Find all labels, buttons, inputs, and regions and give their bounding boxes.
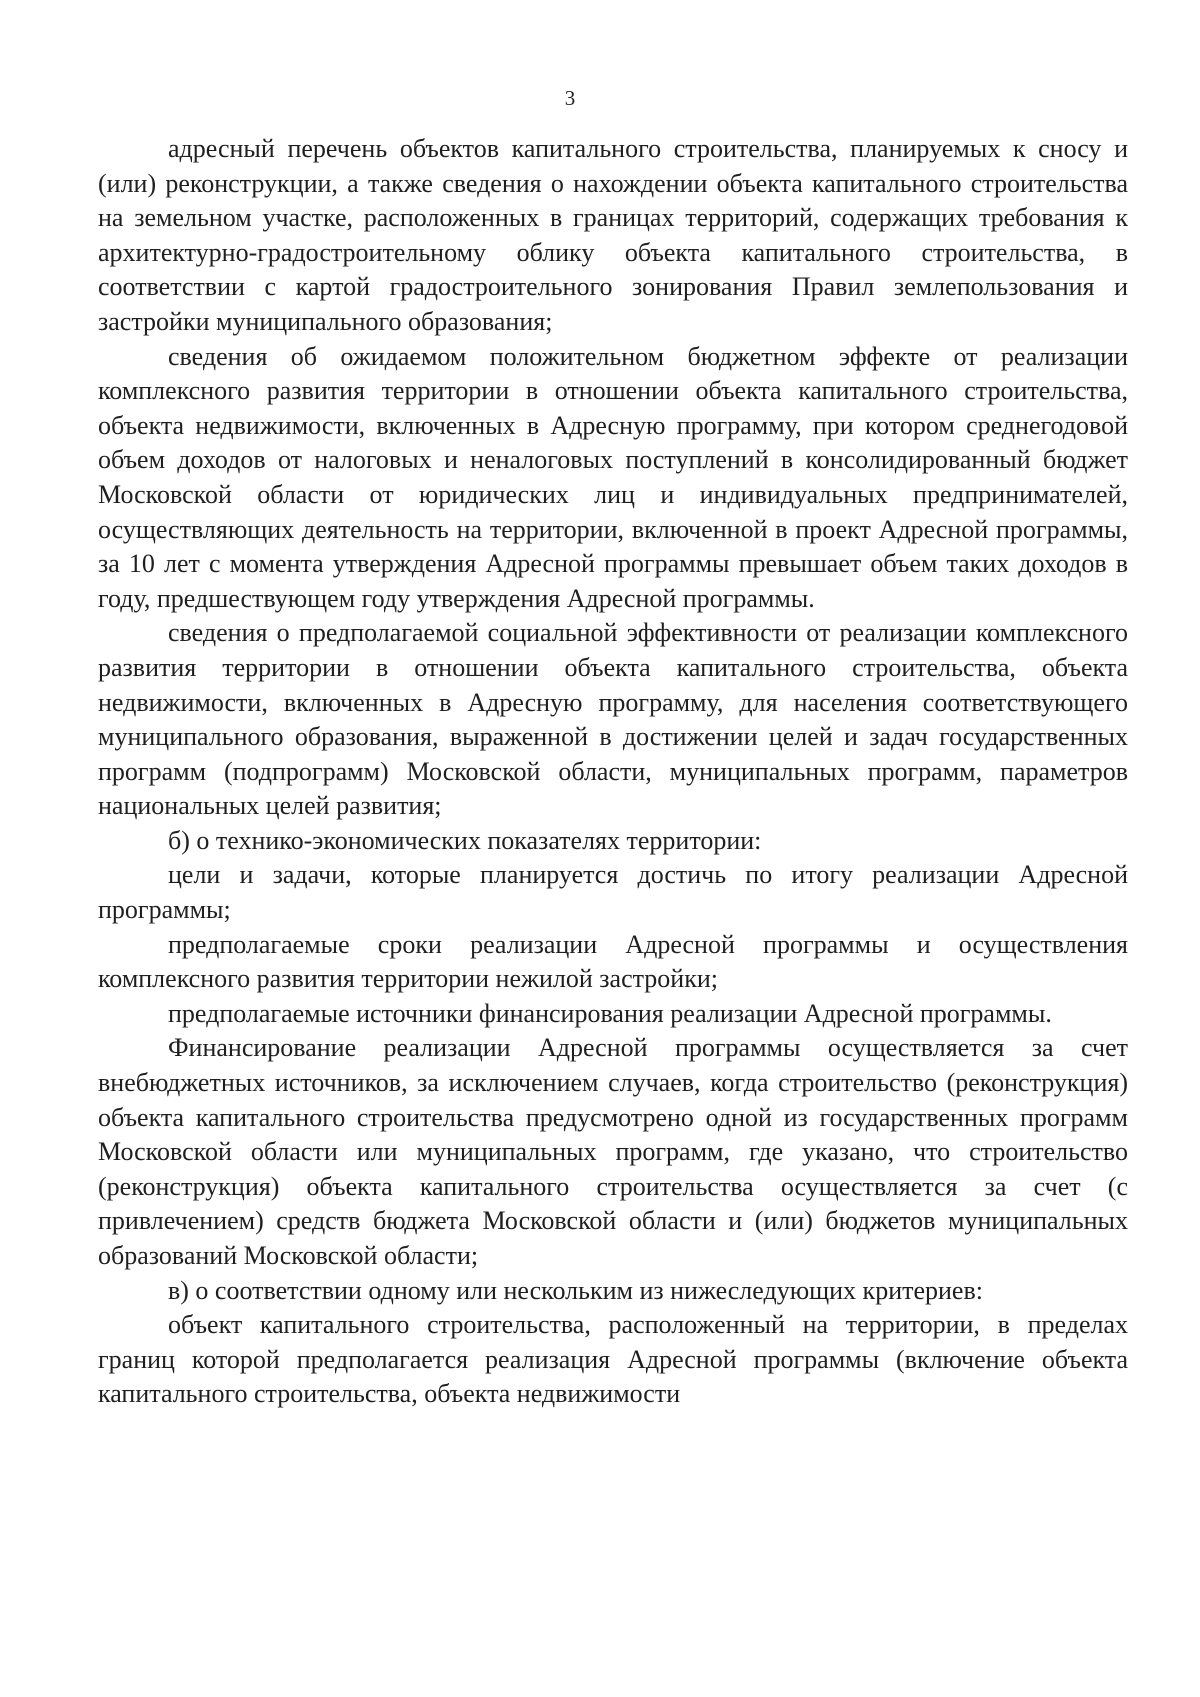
paragraph-terms: предполагаемые сроки реализации Адресной программы и осуществления комплексного развития территории нежилой застройки; <box>98 929 1128 994</box>
paragraph-funding-sources: предполагаемые источники финансирования реализации Адресной программы. <box>168 998 1052 1028</box>
paragraph-criteria: в) о соответствии одному или нескольким из нижеследующих критериев: <box>168 1275 983 1305</box>
paragraph-object-criterion: объект капитального строительства, расположенный на территории, в пределах границ которой предполагается реализация Адресной программы (включение объекта капитального строительства, объекта недвижимости <box>98 1310 1128 1409</box>
paragraph-financing: Финансирование реализации Адресной программы осуществляется за счет внебюджетных источников, за исключением случаев, когда строительство (реконструкция) объекта капитального строительства предусмотрено одной из государственных программ Московской области или муниципальных программ, где указано, что строительство (реконструкция) объекта капитального строительства осуществляется за счет (с привлечением) средств бюджета Московской области и (или) бюджетов муниципальных образований Московской области; <box>98 1033 1128 1270</box>
paragraph-social-efficiency: сведения о предполагаемой социальной эффективности от реализации комплексного развития территории в отношении объекта капитального строительства, объекта недвижимости, включенных в Адресную программу, для населения соответствующего муниципального образования, выраженной в достижении целей и задач государственных программ (подпрограмм) Московской области, муниципальных программ, параметров национальных целей развития; <box>98 618 1128 821</box>
paragraph-goals: цели и задачи, которые планируется достичь по итогу реализации Адресной программы; <box>98 860 1128 925</box>
document-body <box>98 132 1128 1412</box>
paragraph-budget-effect: сведения об ожидаемом положительном бюджетном эффекте от реализации комплексного развития территории в отношении объекта капитального строительства, объекта недвижимости, включенных в Адресную программу, при котором среднегодовой объем доходов от налоговых и неналоговых поступлений в консолидированный бюджет Московской области от юридических лиц и индивидуальных предпринимателей, осуществляющих деятельность на территории, включенной в проект Адресной программы, за 10 лет с момента утверждения Адресной программы превышает объем таких доходов в году, предшествующем году утверждения Адресной программы. <box>98 341 1128 613</box>
page-number: 3 <box>564 86 576 110</box>
paragraph-address-list: адресный перечень объектов капитального строительства, планируемых к сносу и (или) реконструкции, а также сведения о нахождении объекта капитального строительства на земельном участке, расположенных в границах территорий, содержащих требования к архитектурно-градостроительному облику объекта капитального строительства, в соответствии с картой градостроительного зонирования Правил землепользования и застройки муниципального образования; <box>98 134 1128 336</box>
paragraph-technical-indicators: б) о технико-экономических показателях территории: <box>168 825 762 855</box>
